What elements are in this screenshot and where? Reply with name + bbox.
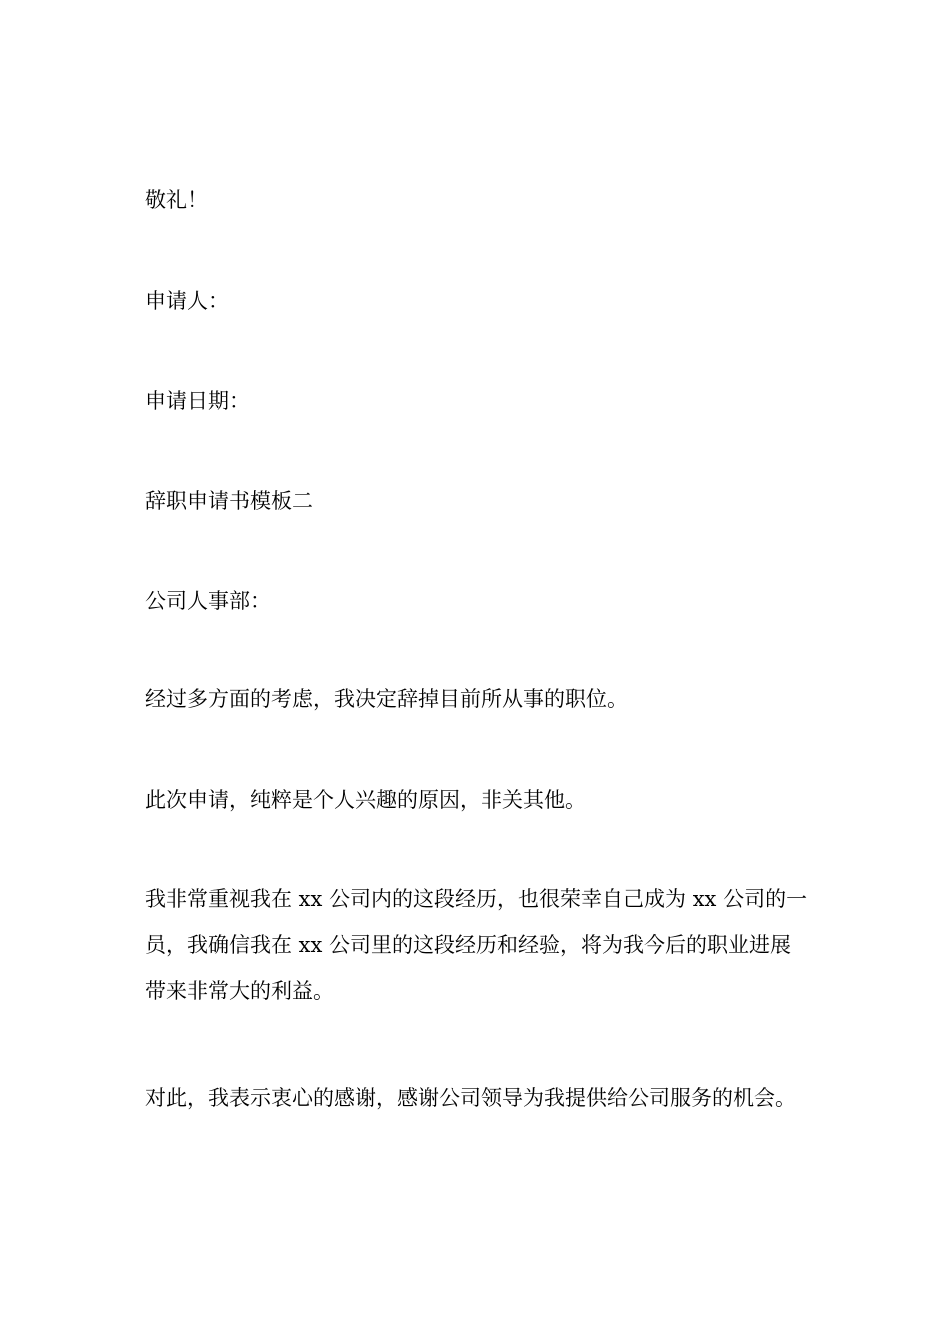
paragraph-1: 经过多方面的考虑，我决定辞掉目前所从事的职位。 (145, 687, 628, 711)
applicant-label: 申请人： (145, 289, 229, 313)
application-date-label: 申请日期： (145, 389, 250, 413)
section-title: 辞职申请书模板二 (145, 489, 313, 513)
addressee: 公司人事部： (145, 589, 271, 613)
closing-salutation: 敬礼！ (145, 188, 208, 212)
paragraph-3: 我非常重视我在 xx 公司内的这段经历，也很荣幸自己成为 xx 公司的一员，我确信我在 xx 公司里的这段经历和经验，将为我今后的职业进展带来非常大的利益。 (145, 887, 808, 1003)
paragraph-2: 此次申请，纯粹是个人兴趣的原因，非关其他。 (145, 788, 586, 812)
paragraph-4: 对此，我表示衷心的感谢，感谢公司领导为我提供给公司服务的机会。 (145, 1086, 796, 1110)
